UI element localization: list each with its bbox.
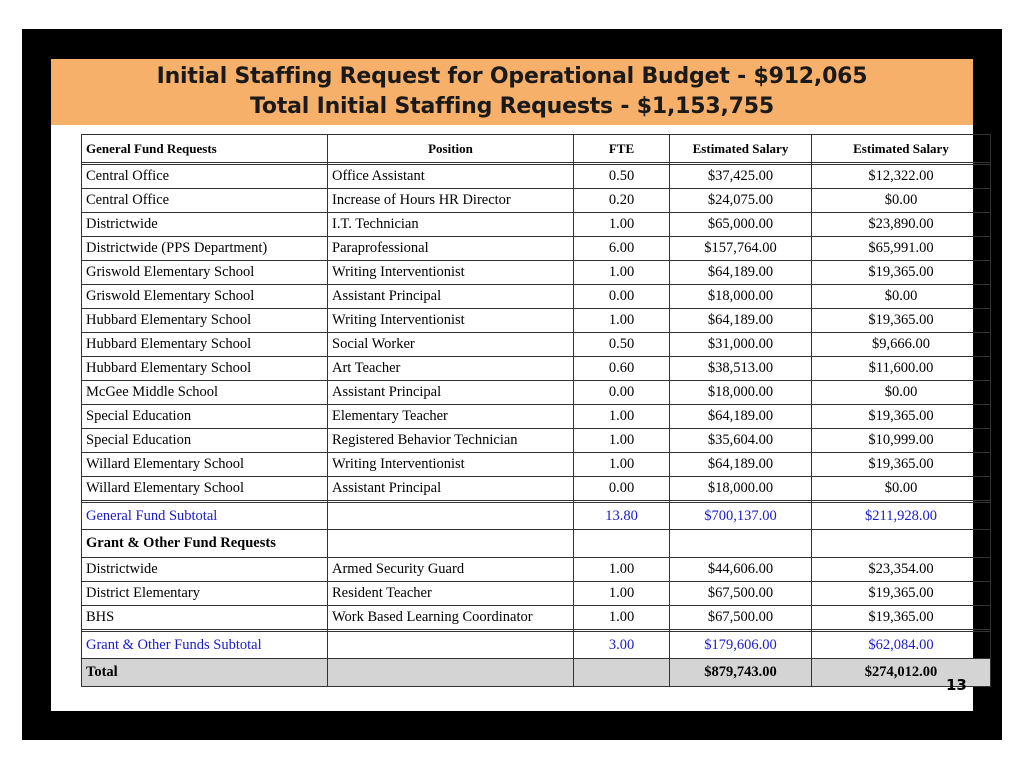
table-row (82, 558, 991, 582)
table-cell: 0.50 (574, 333, 670, 357)
grant-section-heading: Grant & Other Fund Requests (82, 530, 328, 558)
table-cell: $18,000.00 (670, 477, 812, 501)
table-cell: $157,764.00 (670, 237, 812, 261)
table-cell: $18,000.00 (670, 285, 812, 309)
title-banner (51, 59, 973, 125)
table-cell (574, 530, 670, 558)
table-cell: $10,999.00 (812, 429, 991, 453)
table-cell: BHS (82, 606, 328, 630)
table-cell: General Fund Subtotal (82, 503, 328, 530)
table-cell: $44,606.00 (670, 558, 812, 582)
title-line-1: Initial Staffing Request for Operational Budget - $912,065 (156, 64, 868, 89)
table-body (82, 163, 991, 687)
table-cell: Special Education (82, 429, 328, 453)
table-cell: Increase of Hours HR Director (328, 189, 574, 213)
table-row (82, 261, 991, 285)
table-cell: 0.20 (574, 189, 670, 213)
table-cell: Writing Interventionist (328, 453, 574, 477)
total-row (82, 659, 991, 687)
table-cell: Social Worker (328, 333, 574, 357)
table-cell: $67,500.00 (670, 582, 812, 606)
table-cell: $24,075.00 (670, 189, 812, 213)
table-cell: Work Based Learning Coordinator (328, 606, 574, 630)
grant-section-heading-row (82, 530, 991, 558)
table-cell: Districtwide (PPS Department) (82, 237, 328, 261)
table-row (82, 429, 991, 453)
table-cell: 1.00 (574, 453, 670, 477)
table-cell: $0.00 (812, 381, 991, 405)
table-cell: 0.60 (574, 357, 670, 381)
table-cell: Hubbard Elementary School (82, 309, 328, 333)
table-cell: $879,743.00 (670, 659, 812, 687)
table-cell: $31,000.00 (670, 333, 812, 357)
table-cell: Armed Security Guard (328, 558, 574, 582)
table-row (82, 582, 991, 606)
table-cell (328, 659, 574, 687)
table-cell: $211,928.00 (812, 503, 991, 530)
table-cell: 13.80 (574, 503, 670, 530)
table-cell: I.T. Technician (328, 213, 574, 237)
table-row (82, 309, 991, 333)
table-row (82, 357, 991, 381)
col-header-position: Position (328, 135, 574, 163)
table-row (82, 606, 991, 630)
table-cell: $64,189.00 (670, 309, 812, 333)
staffing-table (81, 134, 991, 687)
col-header-salary: Estimated Salary (670, 135, 812, 163)
table-cell: Total (82, 659, 328, 687)
table-cell: 1.00 (574, 261, 670, 285)
table-cell: Griswold Elementary School (82, 261, 328, 285)
table-cell: 6.00 (574, 237, 670, 261)
table-cell (328, 632, 574, 659)
table-cell: District Elementary (82, 582, 328, 606)
table-cell: 1.00 (574, 309, 670, 333)
table-cell: Special Education (82, 405, 328, 429)
table-cell: Assistant Principal (328, 285, 574, 309)
table-cell: $38,513.00 (670, 357, 812, 381)
table-cell: 1.00 (574, 606, 670, 630)
table-cell: Resident Teacher (328, 582, 574, 606)
table-cell: 3.00 (574, 632, 670, 659)
col-header-fund: General Fund Requests (82, 135, 328, 163)
title-line-2: Total Initial Staffing Requests - $1,153,755 (250, 94, 774, 119)
table-cell: $179,606.00 (670, 632, 812, 659)
table-cell: $19,365.00 (812, 309, 991, 333)
table-cell: Hubbard Elementary School (82, 333, 328, 357)
table-row (82, 477, 991, 501)
table-cell: $19,365.00 (812, 606, 991, 630)
table-cell: $9,666.00 (812, 333, 991, 357)
table-cell (812, 530, 991, 558)
table-row (82, 189, 991, 213)
table-cell: Assistant Principal (328, 477, 574, 501)
table-cell: 0.00 (574, 477, 670, 501)
table-cell: $62,084.00 (812, 632, 991, 659)
table-cell: Elementary Teacher (328, 405, 574, 429)
table-cell: Art Teacher (328, 357, 574, 381)
table-cell: $23,890.00 (812, 213, 991, 237)
table-cell: $65,991.00 (812, 237, 991, 261)
table-cell: $37,425.00 (670, 165, 812, 189)
table-cell: 0.50 (574, 165, 670, 189)
table-cell: $64,189.00 (670, 261, 812, 285)
table-cell: $274,012.00 (812, 659, 991, 687)
table-cell: 1.00 (574, 405, 670, 429)
table-row (82, 165, 991, 189)
table-cell: $19,365.00 (812, 582, 991, 606)
table-cell: $19,365.00 (812, 405, 991, 429)
table-cell: $18,000.00 (670, 381, 812, 405)
table-row (82, 381, 991, 405)
table-cell: Willard Elementary School (82, 453, 328, 477)
table-cell: 1.00 (574, 213, 670, 237)
table-cell: $12,322.00 (812, 165, 991, 189)
table-cell: $0.00 (812, 477, 991, 501)
table-cell: Writing Interventionist (328, 309, 574, 333)
table-cell (574, 659, 670, 687)
table-cell: $67,500.00 (670, 606, 812, 630)
col-header-salary-2: Estimated Salary (812, 135, 991, 163)
table-row (82, 237, 991, 261)
header-row (82, 135, 991, 163)
grant-funds-subtotal-row (82, 632, 991, 659)
table-cell: McGee Middle School (82, 381, 328, 405)
table-cell: $0.00 (812, 285, 991, 309)
table-cell: Central Office (82, 165, 328, 189)
table-cell: $64,189.00 (670, 453, 812, 477)
page-number: 13 (946, 676, 967, 694)
table-row (82, 333, 991, 357)
table-cell (328, 530, 574, 558)
general-fund-subtotal-row (82, 503, 991, 530)
table-cell: $64,189.00 (670, 405, 812, 429)
table-cell: Grant & Other Funds Subtotal (82, 632, 328, 659)
table-cell: $0.00 (812, 189, 991, 213)
table-cell: Districtwide (82, 558, 328, 582)
table-cell: 1.00 (574, 558, 670, 582)
table-cell: Central Office (82, 189, 328, 213)
table-row (82, 213, 991, 237)
table-cell: $19,365.00 (812, 261, 991, 285)
table-row (82, 405, 991, 429)
table-row (82, 453, 991, 477)
table-cell (670, 530, 812, 558)
table-cell: Districtwide (82, 213, 328, 237)
table-cell: Willard Elementary School (82, 477, 328, 501)
table-cell: $11,600.00 (812, 357, 991, 381)
table-cell (328, 503, 574, 530)
table-cell: Registered Behavior Technician (328, 429, 574, 453)
table-cell: Paraprofessional (328, 237, 574, 261)
table-cell: Writing Interventionist (328, 261, 574, 285)
table-cell: Griswold Elementary School (82, 285, 328, 309)
table-cell: 0.00 (574, 285, 670, 309)
table-cell: 1.00 (574, 429, 670, 453)
col-header-fte: FTE (574, 135, 670, 163)
table-cell: Assistant Principal (328, 381, 574, 405)
table-cell: $65,000.00 (670, 213, 812, 237)
table-cell: 0.00 (574, 381, 670, 405)
table-cell: $23,354.00 (812, 558, 991, 582)
table-cell: $19,365.00 (812, 453, 991, 477)
table-cell: $35,604.00 (670, 429, 812, 453)
table-row (82, 285, 991, 309)
table-cell: Hubbard Elementary School (82, 357, 328, 381)
table-cell: 1.00 (574, 582, 670, 606)
table-cell: Office Assistant (328, 165, 574, 189)
table-cell: $700,137.00 (670, 503, 812, 530)
